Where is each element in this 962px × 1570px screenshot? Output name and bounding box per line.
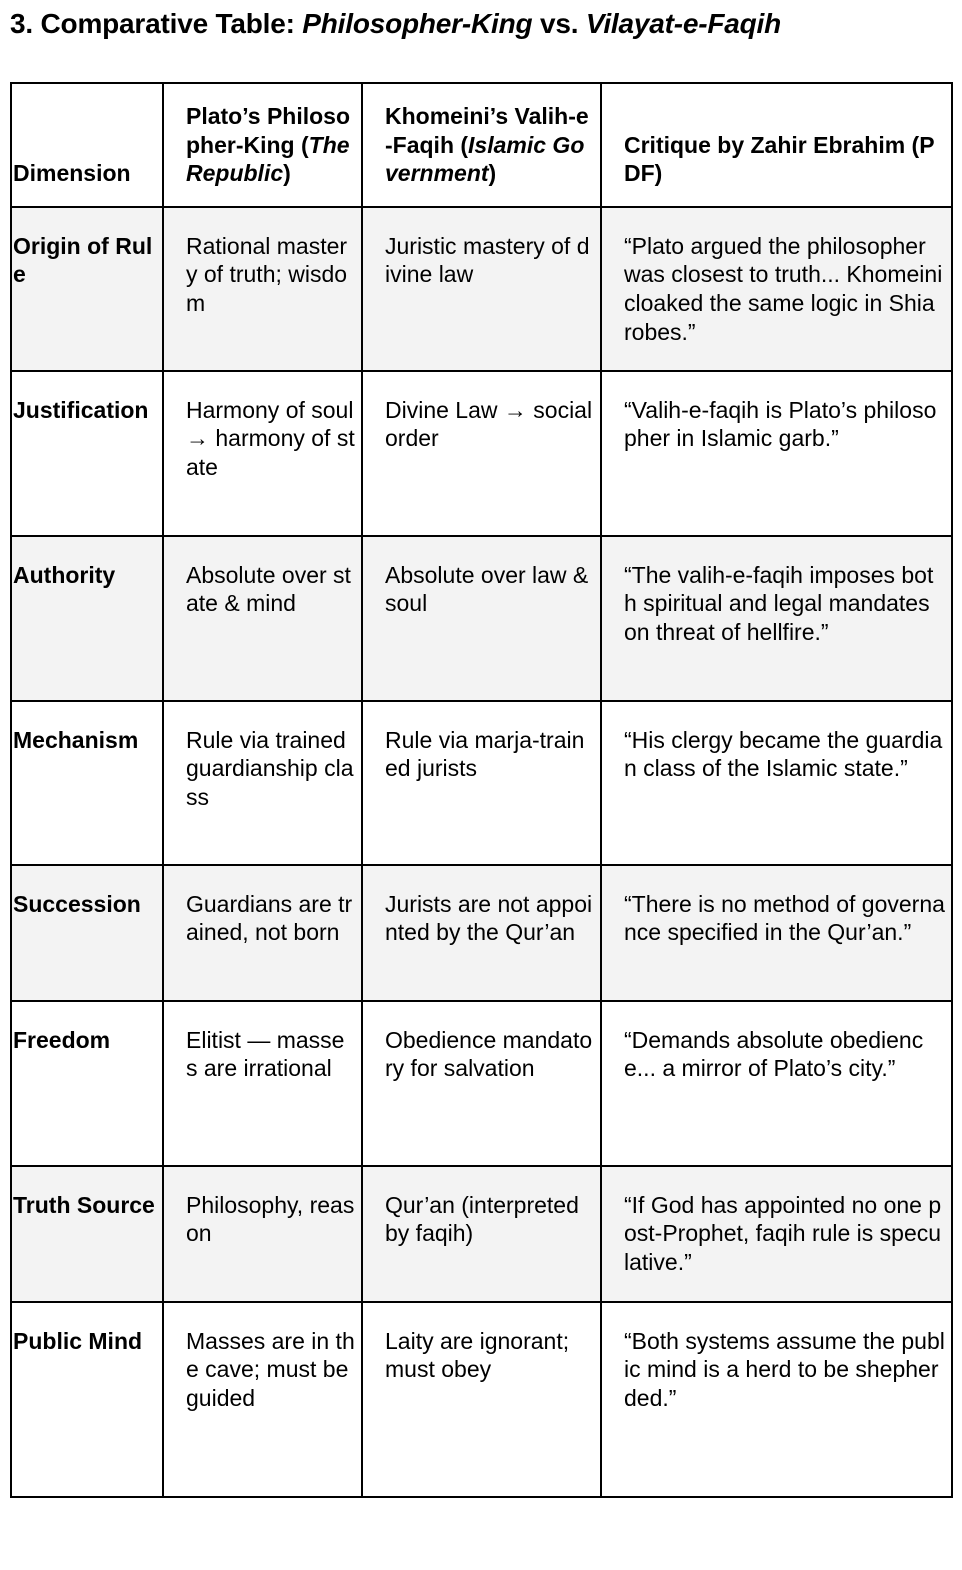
title-term-philosopher-king: Philosopher-King	[302, 8, 533, 39]
header-khomeini	[362, 83, 601, 207]
table-row	[11, 865, 952, 1001]
page-title	[10, 8, 781, 40]
table-row	[11, 536, 952, 701]
cell-critique: “His clergy became the guardian class of the Islamic state.”	[601, 701, 952, 865]
header-plato-name: Plato’s Philosopher-King (	[186, 103, 351, 158]
cell-plato: Masses are in the cave; must be guided	[163, 1302, 362, 1497]
header-critique	[601, 83, 952, 207]
header-dimension	[11, 83, 163, 207]
table-row	[11, 1302, 952, 1497]
header-khomeini-name: Khomeini’s Valih-e-Faqih (	[385, 103, 589, 158]
cell-critique: “Valih-e-faqih is Plato’s philosopher in Islamic garb.”	[601, 371, 952, 536]
table-row	[11, 207, 952, 371]
table-row	[11, 1001, 952, 1166]
cell-critique: “There is no method of governance specified in the Qur’an.”	[601, 865, 952, 1001]
cell-dimension: Justification	[11, 371, 163, 536]
cell-critique: “The valih-e-faqih imposes both spiritual and legal mandates on threat of hellfire.”	[601, 536, 952, 701]
cell-dimension: Origin of Rule	[11, 207, 163, 371]
cell-critique: “If God has appointed no one post-Prophet, faqih rule is speculative.”	[601, 1166, 952, 1302]
cell-khomeini: Juristic mastery of divine law	[362, 207, 601, 371]
cell-plato: Absolute over state & mind	[163, 536, 362, 701]
cell-dimension: Mechanism	[11, 701, 163, 865]
cell-dimension: Authority	[11, 536, 163, 701]
table-row	[11, 1166, 952, 1302]
cell-plato: Guardians are trained, not born	[163, 865, 362, 1001]
title-vs: vs.	[532, 8, 586, 39]
cell-plato: Elitist — masses are irrational	[163, 1001, 362, 1166]
cell-khomeini: Divine Law → social order	[362, 371, 601, 536]
table-row	[11, 701, 952, 865]
cell-critique: “Plato argued the philosopher was closest to truth... Khomeini cloaked the same logic in Shia robes.”	[601, 207, 952, 371]
cell-dimension: Public Mind	[11, 1302, 163, 1497]
table-row	[11, 371, 952, 536]
header-dimension-label: Dimension	[13, 160, 131, 187]
cell-critique: “Demands absolute obedience... a mirror of Plato’s city.”	[601, 1001, 952, 1166]
cell-plato: Harmony of soul → harmony of state	[163, 371, 362, 536]
cell-dimension: Succession	[11, 865, 163, 1001]
title-prefix: 3. Comparative Table:	[10, 8, 303, 39]
header-khomeini-close: )	[488, 160, 497, 187]
cell-critique: “Both systems assume the public mind is a herd to be shepherded.”	[601, 1302, 952, 1497]
table-header-row	[11, 83, 952, 207]
cell-khomeini: Jurists are not appointed by the Qur’an	[362, 865, 601, 1001]
header-plato-close: )	[283, 160, 291, 187]
header-plato	[163, 83, 362, 207]
header-plato-work: The Republic	[186, 131, 350, 187]
header-khomeini-work: Islamic Government	[385, 131, 585, 187]
cell-plato: Rule via trained guardianship class	[163, 701, 362, 865]
cell-khomeini: Qur’an (interpreted by faqih)	[362, 1166, 601, 1302]
cell-plato: Philosophy, reason	[163, 1166, 362, 1302]
cell-dimension: Truth Source	[11, 1166, 163, 1302]
title-term-vilayat-e-faqih: Vilayat-e-Faqih	[585, 8, 782, 39]
comparative-table	[10, 82, 953, 1498]
cell-khomeini: Rule via marja-trained jurists	[362, 701, 601, 865]
header-critique-label: Critique by Zahir Ebrahim (PDF)	[624, 131, 935, 187]
cell-dimension: Freedom	[11, 1001, 163, 1166]
cell-khomeini: Obedience mandatory for salvation	[362, 1001, 601, 1166]
cell-plato: Rational mastery of truth; wisdom	[163, 207, 362, 371]
cell-khomeini: Absolute over law & soul	[362, 536, 601, 701]
cell-khomeini: Laity are ignorant; must obey	[362, 1302, 601, 1497]
